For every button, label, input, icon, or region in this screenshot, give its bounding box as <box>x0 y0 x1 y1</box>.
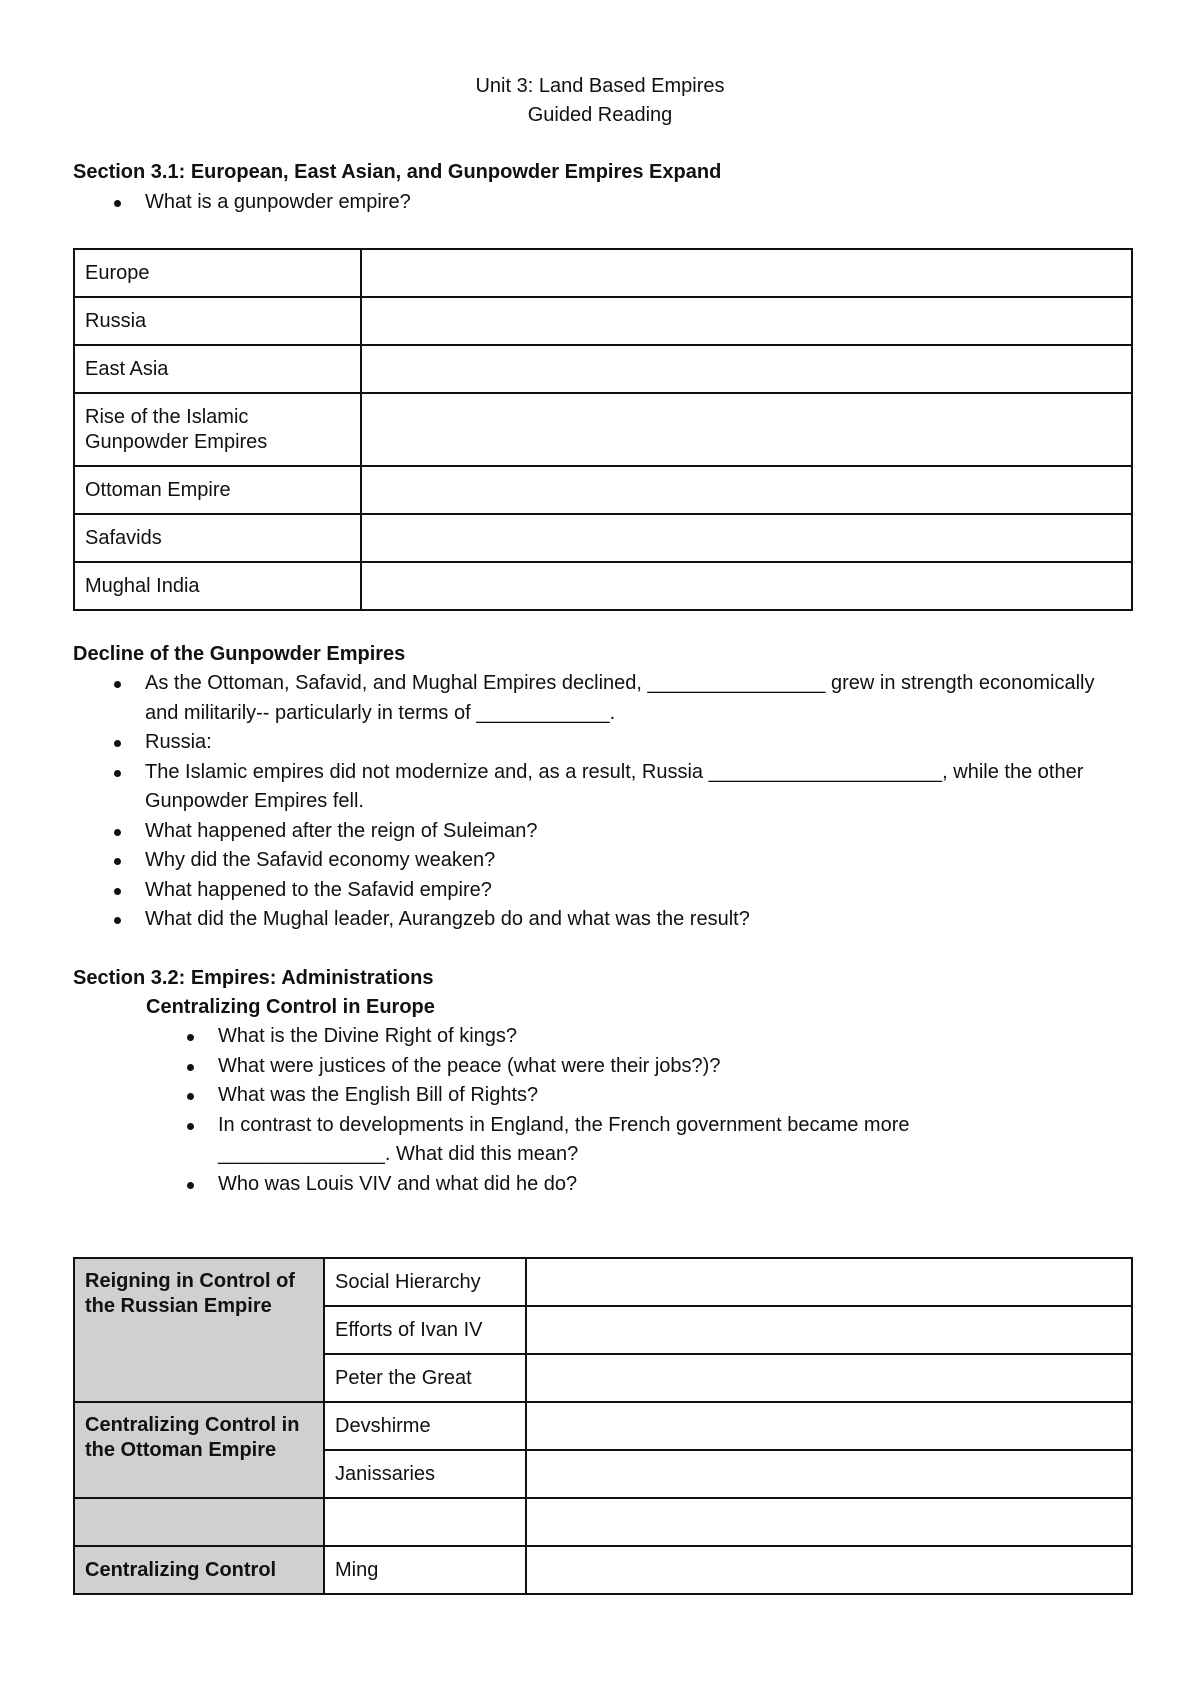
row-label: Ming <box>324 1546 526 1594</box>
document-title: Unit 3: Land Based Empires <box>475 75 725 97</box>
row-label: Europe <box>74 249 361 297</box>
row-label: Devshirme <box>324 1402 526 1450</box>
row-label: Ottoman Empire <box>74 466 361 514</box>
answer-cell[interactable] <box>361 345 1132 393</box>
table-row <box>74 1258 1132 1306</box>
answer-cell[interactable] <box>361 562 1132 610</box>
row-label: Peter the Great <box>324 1354 526 1402</box>
list-item: What did the Mughal leader, Aurangzeb do and what was the result? <box>145 905 1105 935</box>
answer-cell[interactable] <box>361 393 1132 466</box>
list-item: Russia: <box>145 728 1105 758</box>
table-row <box>74 393 1132 466</box>
section-3-2-bullets <box>218 1022 1038 1199</box>
list-item: What happened after the reign of Suleiman? <box>145 817 1105 847</box>
answer-cell[interactable] <box>526 1258 1132 1306</box>
decline-heading: Decline of the Gunpowder Empires <box>73 643 406 665</box>
empires-expand-table <box>73 248 1133 611</box>
table-row <box>74 297 1132 345</box>
answer-cell[interactable] <box>361 466 1132 514</box>
answer-cell[interactable] <box>526 1546 1132 1594</box>
section-3-2-heading: Section 3.2: Empires: Administrations <box>73 967 434 989</box>
list-item: What is the Divine Right of kings? <box>218 1022 1038 1052</box>
decline-bullets <box>145 669 1105 935</box>
table-row <box>74 514 1132 562</box>
document-subtitle: Guided Reading <box>527 104 673 126</box>
list-item: The Islamic empires did not modernize and, as a result, Russia _____________________, while the other Gunpowder Empires fell. <box>145 758 1105 817</box>
row-label: Efforts of Ivan IV <box>324 1306 526 1354</box>
row-label: Russia <box>74 297 361 345</box>
answer-cell[interactable] <box>526 1354 1132 1402</box>
group-label-blank <box>74 1498 324 1546</box>
table-row <box>74 1402 1132 1450</box>
answer-cell[interactable] <box>361 249 1132 297</box>
row-label: Janissaries <box>324 1450 526 1498</box>
group-label-russia: Reigning in Control of the Russian Empire <box>74 1258 324 1402</box>
answer-cell[interactable] <box>526 1450 1132 1498</box>
answer-cell[interactable] <box>526 1306 1132 1354</box>
table-row <box>74 562 1132 610</box>
row-label <box>324 1498 526 1546</box>
answer-cell[interactable] <box>361 297 1132 345</box>
list-item: What were justices of the peace (what were their jobs?)? <box>218 1052 1038 1082</box>
row-label: East Asia <box>74 345 361 393</box>
table-row <box>74 345 1132 393</box>
answer-cell[interactable] <box>526 1498 1132 1546</box>
administrations-table <box>73 1257 1133 1595</box>
table-row <box>74 1546 1132 1594</box>
row-label: Mughal India <box>74 562 361 610</box>
row-label: Safavids <box>74 514 361 562</box>
table-row <box>74 249 1132 297</box>
list-item: As the Ottoman, Safavid, and Mughal Empires declined, ________________ grew in strength economically and militarily-- particularly in terms of ____________. <box>145 669 1105 728</box>
list-item: What was the English Bill of Rights? <box>218 1081 1038 1111</box>
section-3-1-bullets <box>145 188 1145 218</box>
centralizing-europe-subheading: Centralizing Control in Europe <box>146 996 435 1018</box>
table-row <box>74 1498 1132 1546</box>
section-3-1-heading: Section 3.1: European, East Asian, and Gunpowder Empires Expand <box>73 161 722 183</box>
list-item: Who was Louis VIV and what did he do? <box>218 1170 1038 1200</box>
list-item: Why did the Safavid economy weaken? <box>145 846 1105 876</box>
row-label: Rise of the Islamic Gunpowder Empires <box>74 393 361 466</box>
group-label-ottoman: Centralizing Control in the Ottoman Empire <box>74 1402 324 1498</box>
answer-cell[interactable] <box>526 1402 1132 1450</box>
document-title-block <box>0 72 1200 130</box>
row-label: Social Hierarchy <box>324 1258 526 1306</box>
table-row <box>74 466 1132 514</box>
group-label-centralizing: Centralizing Control <box>74 1546 324 1594</box>
list-item: In contrast to developments in England, the French government became more _______________. What did this mean? <box>218 1111 1038 1170</box>
list-item: What is a gunpowder empire? <box>145 188 1145 218</box>
answer-cell[interactable] <box>361 514 1132 562</box>
list-item: What happened to the Safavid empire? <box>145 876 1105 906</box>
